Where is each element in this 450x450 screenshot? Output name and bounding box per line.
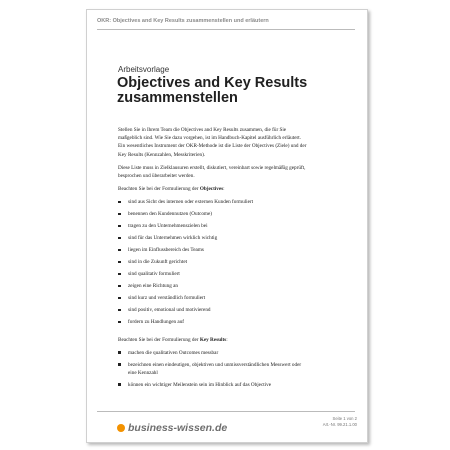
list-item: sind in die Zukunft gerichtet bbox=[118, 258, 308, 266]
header-divider bbox=[97, 29, 355, 30]
title-line-1: Objectives and Key Results bbox=[117, 75, 308, 91]
intro-paragraph-1: Stellen Sie in Ihrem Team die Objectives and Key Results zusammen, die für Sie maßgeblich sind. Wie Sie dazu vorgehen, ist im Handbuch-Kapitel ausführlich erläutert. Ein wesentliches Instrument der OKR-Methode ist die Liste der Objectives (Ziele) und der Key Results (Kennzahlen, Messkriterien). bbox=[118, 127, 307, 158]
objectives-heading bbox=[118, 185, 308, 193]
footer-divider bbox=[97, 411, 355, 412]
list-item: sind qualitativ formuliert bbox=[118, 270, 308, 278]
business-wissen-logo bbox=[117, 422, 227, 434]
keyresults-lead: Beachten Sie bei der Formulierung der bbox=[118, 336, 200, 343]
article-number: Art.-Nr. 99.21.1.00 bbox=[322, 422, 357, 427]
list-item: sind aus Sicht des internen oder externen Kunden formuliert bbox=[118, 198, 308, 206]
list-item: tragen zu den Unternehmenszielen bei bbox=[118, 222, 308, 230]
objectives-term: Objectives bbox=[199, 186, 224, 193]
page-header: OKR: Objectives and Key Results zusammenstellen und erläutern bbox=[97, 18, 269, 24]
intro-paragraph-2: Diese Liste muss in Zielklausuren erstellt, diskutiert, vereinbart sowie regelmäßig geprüft, besprochen und überarbeitet werden. bbox=[118, 164, 306, 180]
list-item: können ein wichtiger Meilenstein sein im Hinblick auf das Objective bbox=[118, 381, 308, 389]
logo-text: business-wissen.de bbox=[128, 422, 228, 434]
document-body bbox=[118, 126, 308, 398]
objectives-list bbox=[118, 198, 308, 326]
keyresults-list bbox=[118, 349, 308, 389]
page-number: Seite 1 von 2 bbox=[332, 416, 357, 421]
document-subtitle: Arbeitsvorlage bbox=[118, 65, 170, 74]
footer-meta bbox=[323, 416, 357, 428]
logo-dot-icon bbox=[117, 424, 125, 432]
list-item: benennen den Kundennutzen (Outcome) bbox=[118, 210, 308, 218]
document-title bbox=[117, 76, 337, 106]
list-item: sind kurz und verständlich formuliert bbox=[118, 294, 308, 302]
keyresults-colon: : bbox=[226, 336, 228, 343]
keyresults-term: Key Results bbox=[199, 336, 227, 343]
list-item: bezeichnen einen eindeutigen, objektiven und unmissverständlichen Messwert oder eine Kennzahl bbox=[118, 361, 308, 377]
list-item: sind für das Unternehmen wirklich wichtig bbox=[118, 234, 308, 242]
list-item: liegen im Einflussbereich des Teams bbox=[118, 246, 308, 254]
keyresults-heading bbox=[118, 336, 308, 344]
list-item: zeigen eine Richtung an bbox=[118, 282, 308, 290]
title-line-2: zusammenstellen bbox=[117, 90, 238, 106]
objectives-colon: : bbox=[223, 186, 225, 193]
list-item: machen die qualitativen Outcomes messbar bbox=[118, 349, 308, 357]
list-item: sind positiv, emotional und motivierend bbox=[118, 306, 308, 314]
objectives-lead: Beachten Sie bei der Formulierung der bbox=[118, 186, 200, 193]
document-page bbox=[86, 9, 368, 443]
list-item: fordern zu Handlungen auf bbox=[118, 318, 308, 326]
